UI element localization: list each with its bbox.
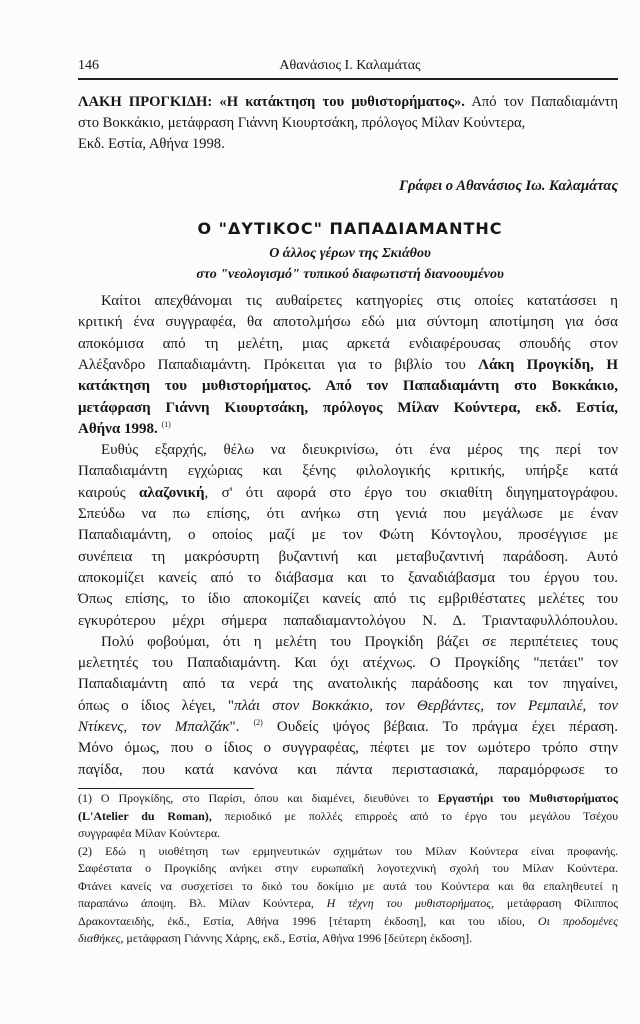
intro-line [78,113,618,134]
text-segment: , σ' ότι αφορά στο έργο του σκιαθίτη διηγηματογράφου. [204,484,618,501]
text-segment: αποκόμισα από τη μελέτη, μιας αρκετά ενδιαφέρουσας σπουδής στον [78,335,618,352]
header-rule [78,78,618,80]
text-segment: Από τον Παπαδιαμάντη [464,94,618,110]
text-segment: κατάκτηση του μυθιστορήματος. Από τον Παπαδιαμάντη στο Βοκκάκιο, [78,378,618,395]
body-line [78,589,618,610]
text-segment: Ντίκενς, τον Μπαλζάκ [78,719,230,735]
text-segment: παραπάνω άποψη. Βλ. Μίλαν Κούντερα, [78,896,327,910]
footnotes-line [78,808,618,825]
body-line [78,312,618,333]
body-line [78,461,618,482]
text-segment: Οι προδομένες [537,913,619,928]
text-segment: Ευθύς εξαρχής, θέλω να διευκρινίσω, ότι ένα μέρος της περί τον [101,442,618,459]
body-line [78,568,618,589]
intro-line [78,92,618,113]
body-line [78,696,618,717]
text-segment: ". [229,719,254,735]
text-segment: περιοδικό με πολλές επιρροές από το έργο του μεγάλου Τσέχου [211,808,619,823]
body-line [78,525,618,546]
intro-line [78,134,618,155]
body-line [78,355,618,376]
text-segment: Όπως επίσης, το ίδιο αποκομίζει κανείς από τις εμβριθέστατες μελέτες του [78,591,618,608]
body-line [78,419,618,440]
text-segment: Μόνο όμως, που ο ίδιος ο συγγραφέας, πέφτει με τον ωμότερο τρόπο στην [78,740,618,757]
body-line [78,611,618,632]
footnotes-line [78,790,618,807]
text-segment: αλαζονική [139,484,205,501]
footnotes-line [78,913,618,930]
text-segment: μετάφραση Γιάννη Κιουρτσάκη, πρόλογος Μίλαν Κούντερα, εκδ. Εστία, [78,399,618,416]
text-segment: (L'Atelier du Roman), [78,808,212,823]
body-line [78,398,618,419]
text-segment: Δρακονταειδής, έκδ., Εστία, Αθήνα 1996 [τέταρτη έκδοση], και του ιδίου, [78,913,538,928]
footnotes-line [78,895,618,912]
body-line [78,504,618,525]
article-subtitle: Ο άλλος γέρων της Σκιάθου [269,246,431,261]
text-segment: Σαφέστατα ο Προγκίδης ανήκει στην ευρωπαϊκή λογοτεχνική σχολή του Μίλαν Κούντερα. [78,861,618,875]
text-segment: παγίδα, που κατά κανόνα και πάντα περιστασιακά, παραμόρφωσε το [78,761,618,778]
running-head: Αθανάσιος Ι. Καλαμάτας [279,58,421,73]
body-line [78,738,618,759]
body-line [78,483,618,504]
footnotes-line [78,878,618,895]
body-line [78,653,618,674]
text-segment: Η τέχνη του μυθιστορήματος [326,896,492,910]
text-segment: Εργαστήρι του Μυθιστορήματος [437,791,618,805]
text-segment: Αλέξανδρο Παπαδιαμάντη. Πρόκειται για το βιβλίο του [78,356,479,373]
article-subtitle: στο "νεολογισμό" τυπικού διαφωτιστή διανοουμένου [196,267,504,282]
body-line [78,717,618,738]
footnote-reference: (2) [253,718,263,727]
text-segment: εγκυρότερου μέχρι σήμερα παπαδιαμαντολόγου Ν. Δ. Τριανταφυλλόπουλου. [78,612,618,629]
text-segment: , μετάφραση Γιάννης Χάρης, εκδ., Εστία, Αθήνα 1996 [δεύτερη έκδοση]. [120,931,473,945]
text-segment: συνέπεια τη μακρόσυρτη βυζαντινή και μεταβυζαντινή παράδοση. Αυτό [78,548,618,565]
text-segment: ΛΑΚΗ ΠΡΟΓΚΙΔΗ: «Η κατάκτηση του μυθιστορήματος». [78,94,465,110]
text-segment: Φτάνει κανείς να συσχετίσει το δικό του δοκίμιο με αυτά του Κούντερα και θα επαληθευτεί η [78,878,618,893]
page-number: 146 [78,58,99,73]
footnote-reference: (1) [161,419,171,429]
footnotes-line [78,843,618,860]
text-segment: Λάκη Προγκίδη, Η [478,356,618,373]
body-line [78,376,618,397]
footnotes-line [78,860,618,877]
footnote-rule [78,788,254,789]
body-line [78,547,618,568]
article-title: Ο "ΔΥΤΙΚΟϹ" ΠΑΠΑΔΙΑΜΑΝΤΗϹ [197,219,503,238]
text-segment: Παπαδιαμάντη, ο οποίος μαζί με τον Φώτη Κόντογλου, προσέγγισε με [78,527,618,544]
text-segment: μελετητές του Παπαδιαμάντη. Και όχι ατέχνως. Ο Προγκίδης "πετάει" τον [78,655,618,672]
body-line [78,674,618,695]
text-segment: , μετάφραση Φίλιππος [491,896,618,910]
footnotes-line [78,825,618,842]
text-segment: Πολύ φοβούμαι, ότι η μελέτη του Προγκίδη βάζει σε περιπέτειες τους [101,633,618,650]
text-segment: Ουδείς ψόγος βέβαια. Το πράγμα έχει πέραση. [262,719,619,735]
body-line [101,440,618,461]
body-line [78,334,618,355]
text-segment: στο Βοκκάκιο, μετάφραση Γιάννη Κιουρτσάκη, πρόλογος Μίλαν Κούντερα, [78,115,526,131]
text-segment: καιρούς [78,484,140,501]
footnotes-line [78,930,618,947]
text-segment: κριτική ένα συγγραφέα, θα αποτολμήσω εδώ μια σύντομη αποτίμηση για όσα [78,314,618,331]
text-segment: (2) Εδώ η υιοθέτηση των ερμηνευτικών σχημάτων του Μίλαν Κούντερα είναι προφανής. [78,843,618,858]
body-line [101,291,618,312]
text-segment: (1) Ο Προγκίδης, στο Παρίσι, όπου και διαμένει, διευθύνει το [78,791,438,805]
text-segment: Αθήνα 1998. [78,420,162,437]
text-segment: όπως ο ίδιος λέγει, " [78,697,234,714]
text-segment: διαθήκες [78,931,121,945]
text-segment: αποκομίζει κανείς από το διάβασμα και το ξαναδιάβασμα του έργου του. [78,569,618,586]
text-segment: πλάι στον Βοκκάκιο, τον Θερβάντες, τον Ρεμπαιλέ, τον [234,697,619,714]
text-segment: Καίτοι απεχθάνομαι τις αυθαίρετες κατηγορίες στις οποίες κατατάσσει η [101,293,618,309]
text-segment: Σπεύδω να πω επίσης, ότι ανήκω στη γενιά που μεγάλωσε με έναν [78,506,618,522]
body-line [78,760,618,781]
text-segment: Παπαδιαμάντη εγχώριας και ξένης φιλολογικής κριτικής, υπήρξε κατά [78,463,618,480]
body-line [101,632,618,653]
text-segment: Εκδ. Εστία, Αθήνα 1998. [78,136,225,152]
text-segment: Παπαδιαμάντη από τα νερά της ανατολικής παράδοσης και τον πηγαίνει, [78,676,618,693]
author-byline: Γράφει ο Αθανάσιος Ιω. Καλαμάτας [399,178,618,194]
text-segment: συγγραφέα Μίλαν Κούντερα. [78,826,221,840]
